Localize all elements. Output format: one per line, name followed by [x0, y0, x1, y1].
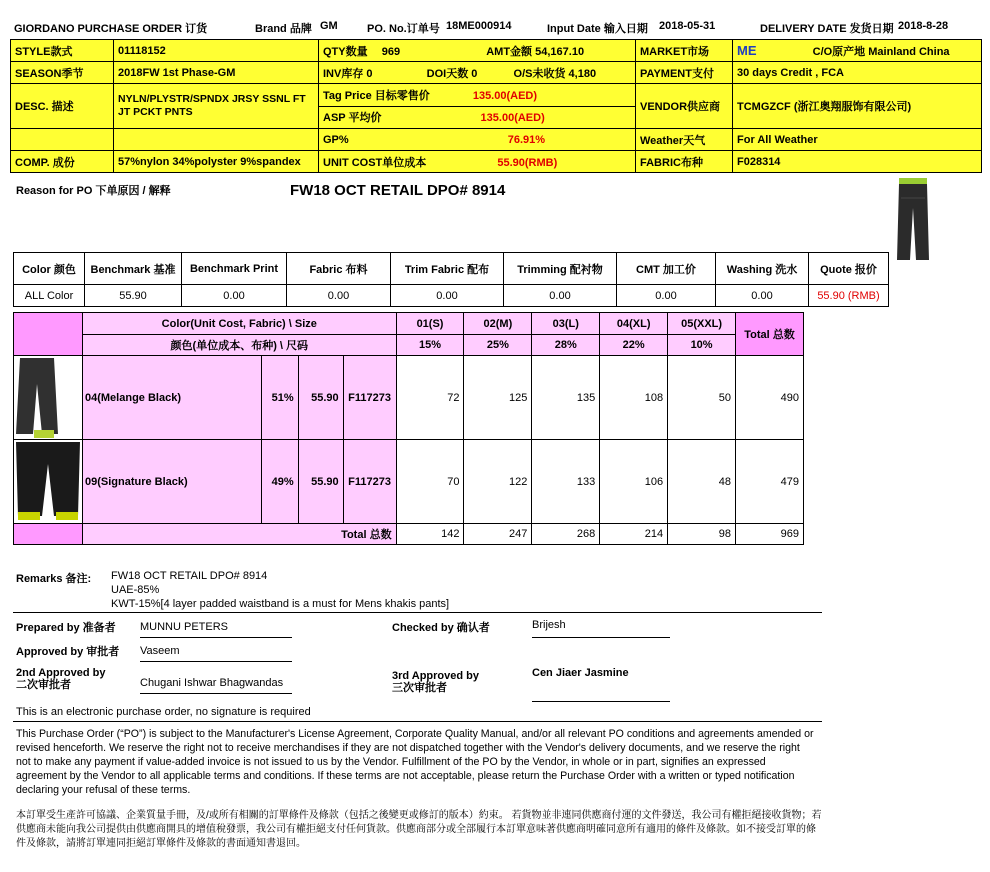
payment-label: PAYMENT支付 [636, 62, 733, 84]
size-header-cn: 颜色(单位成本、布种) \ 尺码 [83, 335, 397, 356]
po-info-grid [10, 39, 982, 173]
size-qty: 135 [532, 356, 600, 440]
po-number-value: 18ME000914 [446, 20, 512, 32]
size-total: 214 [600, 524, 668, 545]
inv-value: 0 [366, 67, 373, 80]
season-label: SEASON季节 [11, 62, 114, 84]
product-thumbnail [895, 178, 931, 262]
inv-label: INV库存 [323, 67, 364, 80]
color-pct: 49% [261, 440, 298, 524]
checked-label: Checked by 确认者 [392, 622, 490, 634]
third-approved-value: Cen Jiaer Jasmine [532, 667, 670, 702]
color-pct: 51% [261, 356, 298, 440]
bench-cell: 0.00 [287, 285, 391, 307]
remarks-line: KWT-15%[4 layer padded waistband is a must for Mens khakis pants] [111, 598, 450, 610]
size-name: 02(M) [464, 313, 532, 335]
terms-english: This Purchase Order (“PO”) is subject to the Manufacturer's License Agreement, Corporate Quality Manual, and/or all relevant PO conditions and agreements amended or revised henceforth. We reserve the right not to receive merchandises if they are not dispatched together with the Vendor's delivery documents, and we reserve the right not to make any payment if value-added invoice is not issued to us by the Vendor. Fulfillment of the PO by the Vendor, in whole or in part, signifies an expressed agreement by the Vendor to all applicable terms and conditions. If these terms are not acceptable, please return the Purchase Order with a written or typed notification declaring your refusal of these terms. [16, 728, 814, 796]
size-qty: 70 [396, 440, 464, 524]
asp-value: 135.00(AED) [480, 112, 545, 125]
unit-cost-cell [319, 151, 636, 173]
product-image-cell [14, 440, 83, 524]
qty-value: 969 [381, 45, 401, 58]
divider [13, 721, 822, 722]
bench-quote: 55.90 (RMB) [809, 285, 889, 307]
bench-header: Color 颜色 [14, 253, 85, 285]
size-ratio: 25% [464, 335, 532, 356]
size-qty: 48 [668, 440, 736, 524]
doi-value: 0 [471, 67, 478, 80]
divider [13, 612, 822, 613]
color-name: 09(Signature Black) [83, 440, 262, 524]
gp-cell [319, 129, 636, 151]
second-approved-label-en: 2nd Approved by [16, 667, 106, 679]
comp-label: COMP. 成份 [11, 151, 114, 173]
color-name: 04(Melange Black) [83, 356, 262, 440]
size-name: 05(XXL) [668, 313, 736, 335]
checked-value: Brijesh [532, 619, 670, 638]
style-value: 01118152 [114, 40, 319, 62]
market-value: ME [737, 42, 757, 58]
prepared-label: Prepared by 准备者 [16, 622, 116, 634]
third-approved-label-en: 3rd Approved by [392, 670, 479, 682]
total-header: Total 总数 [736, 313, 804, 356]
size-name: 01(S) [396, 313, 464, 335]
color-fabric: F117273 [343, 356, 396, 440]
gp-value: 76.91% [507, 133, 546, 146]
approved-label: Approved by 审批者 [16, 646, 120, 658]
bench-cell: 0.00 [391, 285, 504, 307]
totals-row [14, 524, 804, 545]
remarks-line: UAE-85% [111, 584, 160, 596]
size-qty: 133 [532, 440, 600, 524]
input-date-value: 2018-05-31 [659, 20, 716, 32]
empty-cell [114, 129, 319, 151]
second-approved-label-cn: 二次审批者 [16, 679, 71, 691]
weather-label: Weather天气 [636, 129, 733, 151]
desc-value: NYLN/PLYSTR/SPNDX JRSY SSNL FT JT PCKT PNTS [114, 84, 319, 129]
market-co-cell [733, 40, 982, 62]
bench-cell: 0.00 [617, 285, 716, 307]
table-row [14, 440, 804, 524]
totals-spacer [14, 524, 83, 545]
bench-header: Benchmark 基准 [85, 253, 182, 285]
unit-cost-label: UNIT COST单位成本 [323, 156, 427, 169]
size-qty: 125 [464, 356, 532, 440]
totals-label: Total 总数 [83, 524, 397, 545]
size-total: 142 [396, 524, 464, 545]
size-name: 04(XL) [600, 313, 668, 335]
co-label: C/O原产地 [812, 45, 866, 58]
delivery-date-label: DELIVERY DATE 发货日期 [760, 23, 894, 35]
po-number-label: PO. No.订单号 [367, 23, 440, 35]
row-total: 479 [736, 440, 804, 524]
input-date-label: Input Date 输入日期 [547, 23, 648, 35]
bench-header: Trim Fabric 配布 [391, 253, 504, 285]
size-qty: 72 [396, 356, 464, 440]
os-label: O/S未收货 [513, 67, 566, 80]
image-header [14, 313, 83, 356]
size-qty: 50 [668, 356, 736, 440]
fabric-value: F028314 [733, 151, 982, 173]
bench-cell: 55.90 [85, 285, 182, 307]
asp-cell [319, 106, 636, 129]
bench-cell: 0.00 [182, 285, 287, 307]
third-approved-label [392, 670, 479, 694]
signature-pants-image [14, 440, 82, 523]
amt-value: 54,167.10 [535, 45, 585, 58]
table-row [14, 356, 804, 440]
remarks-label: Remarks 备注: [16, 573, 92, 585]
remarks-line: FW18 OCT RETAIL DPO# 8914 [111, 570, 268, 582]
color-cost: 55.90 [298, 356, 343, 440]
bench-header: Fabric 布料 [287, 253, 391, 285]
bench-cell: ALL Color [14, 285, 85, 307]
size-ratio: 28% [532, 335, 600, 356]
comp-value: 57%nylon 34%polyster 9%spandex [114, 151, 319, 173]
size-header-en: Color(Unit Cost, Fabric) \ Size [83, 313, 397, 335]
amt-label: AMT金额 [486, 45, 533, 58]
doi-label: DOI天数 [426, 67, 469, 80]
bench-cell: 0.00 [504, 285, 617, 307]
asp-label: ASP 平均价 [323, 112, 382, 125]
vendor-value: TCMGZCF (浙江奥翔服饰有限公司) [733, 84, 982, 129]
delivery-date-value: 2018-8-28 [898, 20, 949, 32]
po-title: GIORDANO PURCHASE ORDER 订货 [14, 23, 208, 35]
size-total: 98 [668, 524, 736, 545]
third-approved-label-cn: 三次审批者 [392, 682, 447, 694]
size-qty: 106 [600, 440, 668, 524]
size-breakdown-table [13, 312, 804, 545]
approved-value: Vaseem [140, 645, 292, 662]
tag-price-value: 135.00(AED) [472, 89, 538, 102]
reason-title: FW18 OCT RETAIL DPO# 8914 [290, 182, 506, 199]
grand-total: 969 [736, 524, 804, 545]
size-qty: 108 [600, 356, 668, 440]
bench-header: Quote 报价 [809, 253, 889, 285]
unit-cost-value: 55.90(RMB) [497, 156, 558, 169]
second-approved-value: Chugani Ishwar Bhagwandas [140, 677, 292, 694]
weather-value: For All Weather [733, 129, 982, 151]
size-name: 03(L) [532, 313, 600, 335]
tag-price-label: Tag Price 目标零售价 [323, 89, 430, 102]
size-ratio: 22% [600, 335, 668, 356]
bench-header: Trimming 配衬物 [504, 253, 617, 285]
product-image-cell [14, 356, 83, 440]
bench-header: Washing 洗水 [716, 253, 809, 285]
payment-value: 30 days Credit , FCA [733, 62, 982, 84]
reason-label: Reason for PO 下单原因 / 解释 [16, 185, 171, 197]
benchmark-table [13, 252, 889, 307]
vendor-label: VENDOR供应商 [636, 84, 733, 129]
color-cost: 55.90 [298, 440, 343, 524]
prepared-value: MUNNU PETERS [140, 621, 292, 638]
gp-label: GP% [323, 133, 349, 146]
style-label: STYLE款式 [11, 40, 114, 62]
season-value: 2018FW 1st Phase-GM [114, 62, 319, 84]
desc-label: DESC. 描述 [11, 84, 114, 129]
bench-header: Benchmark Print [182, 253, 287, 285]
fabric-label: FABRIC布种 [636, 151, 733, 173]
co-value: Mainland China [868, 45, 950, 58]
qty-amt-cell [319, 40, 636, 62]
size-ratio: 10% [668, 335, 736, 356]
empty-cell [11, 129, 114, 151]
qty-label: QTY数量 [323, 45, 368, 58]
size-ratio: 15% [396, 335, 464, 356]
row-total: 490 [736, 356, 804, 440]
brand-label: Brand 品牌 [255, 23, 312, 35]
second-approved-label [16, 667, 105, 691]
size-total: 247 [464, 524, 532, 545]
bench-cell: 0.00 [716, 285, 809, 307]
market-label: MARKET市场 [636, 40, 733, 62]
size-qty: 122 [464, 440, 532, 524]
brand-value: GM [320, 20, 338, 32]
melange-pants-image [14, 356, 82, 439]
size-total: 268 [532, 524, 600, 545]
tag-price-cell [319, 84, 636, 107]
terms-chinese: 本訂單受生產許可協議、企業質量手冊，及/或所有相關的訂單條件及條款（包括之後變更或修訂的版本）約束。 若貨物並非連同供應商付運的文件發送，我公司有權拒絕接收貨物；若供應商未能向我公司提供由供應商開具的增值稅發票，我公司有權拒絕支付任何貨款。供應商部分或全部履行本訂單意味著供應商明確同意所有適用的條件及條款。如不接受訂單的條件及條款，請將訂單連同拒絕訂單條件及條款的書面通知書退回。 [16, 810, 822, 849]
os-value: 4,180 [568, 67, 597, 80]
bench-header: CMT 加工价 [617, 253, 716, 285]
inv-doi-os-cell [319, 62, 636, 84]
color-fabric: F117273 [343, 440, 396, 524]
electronic-note: This is an electronic purchase order, no signature is required [16, 706, 311, 718]
